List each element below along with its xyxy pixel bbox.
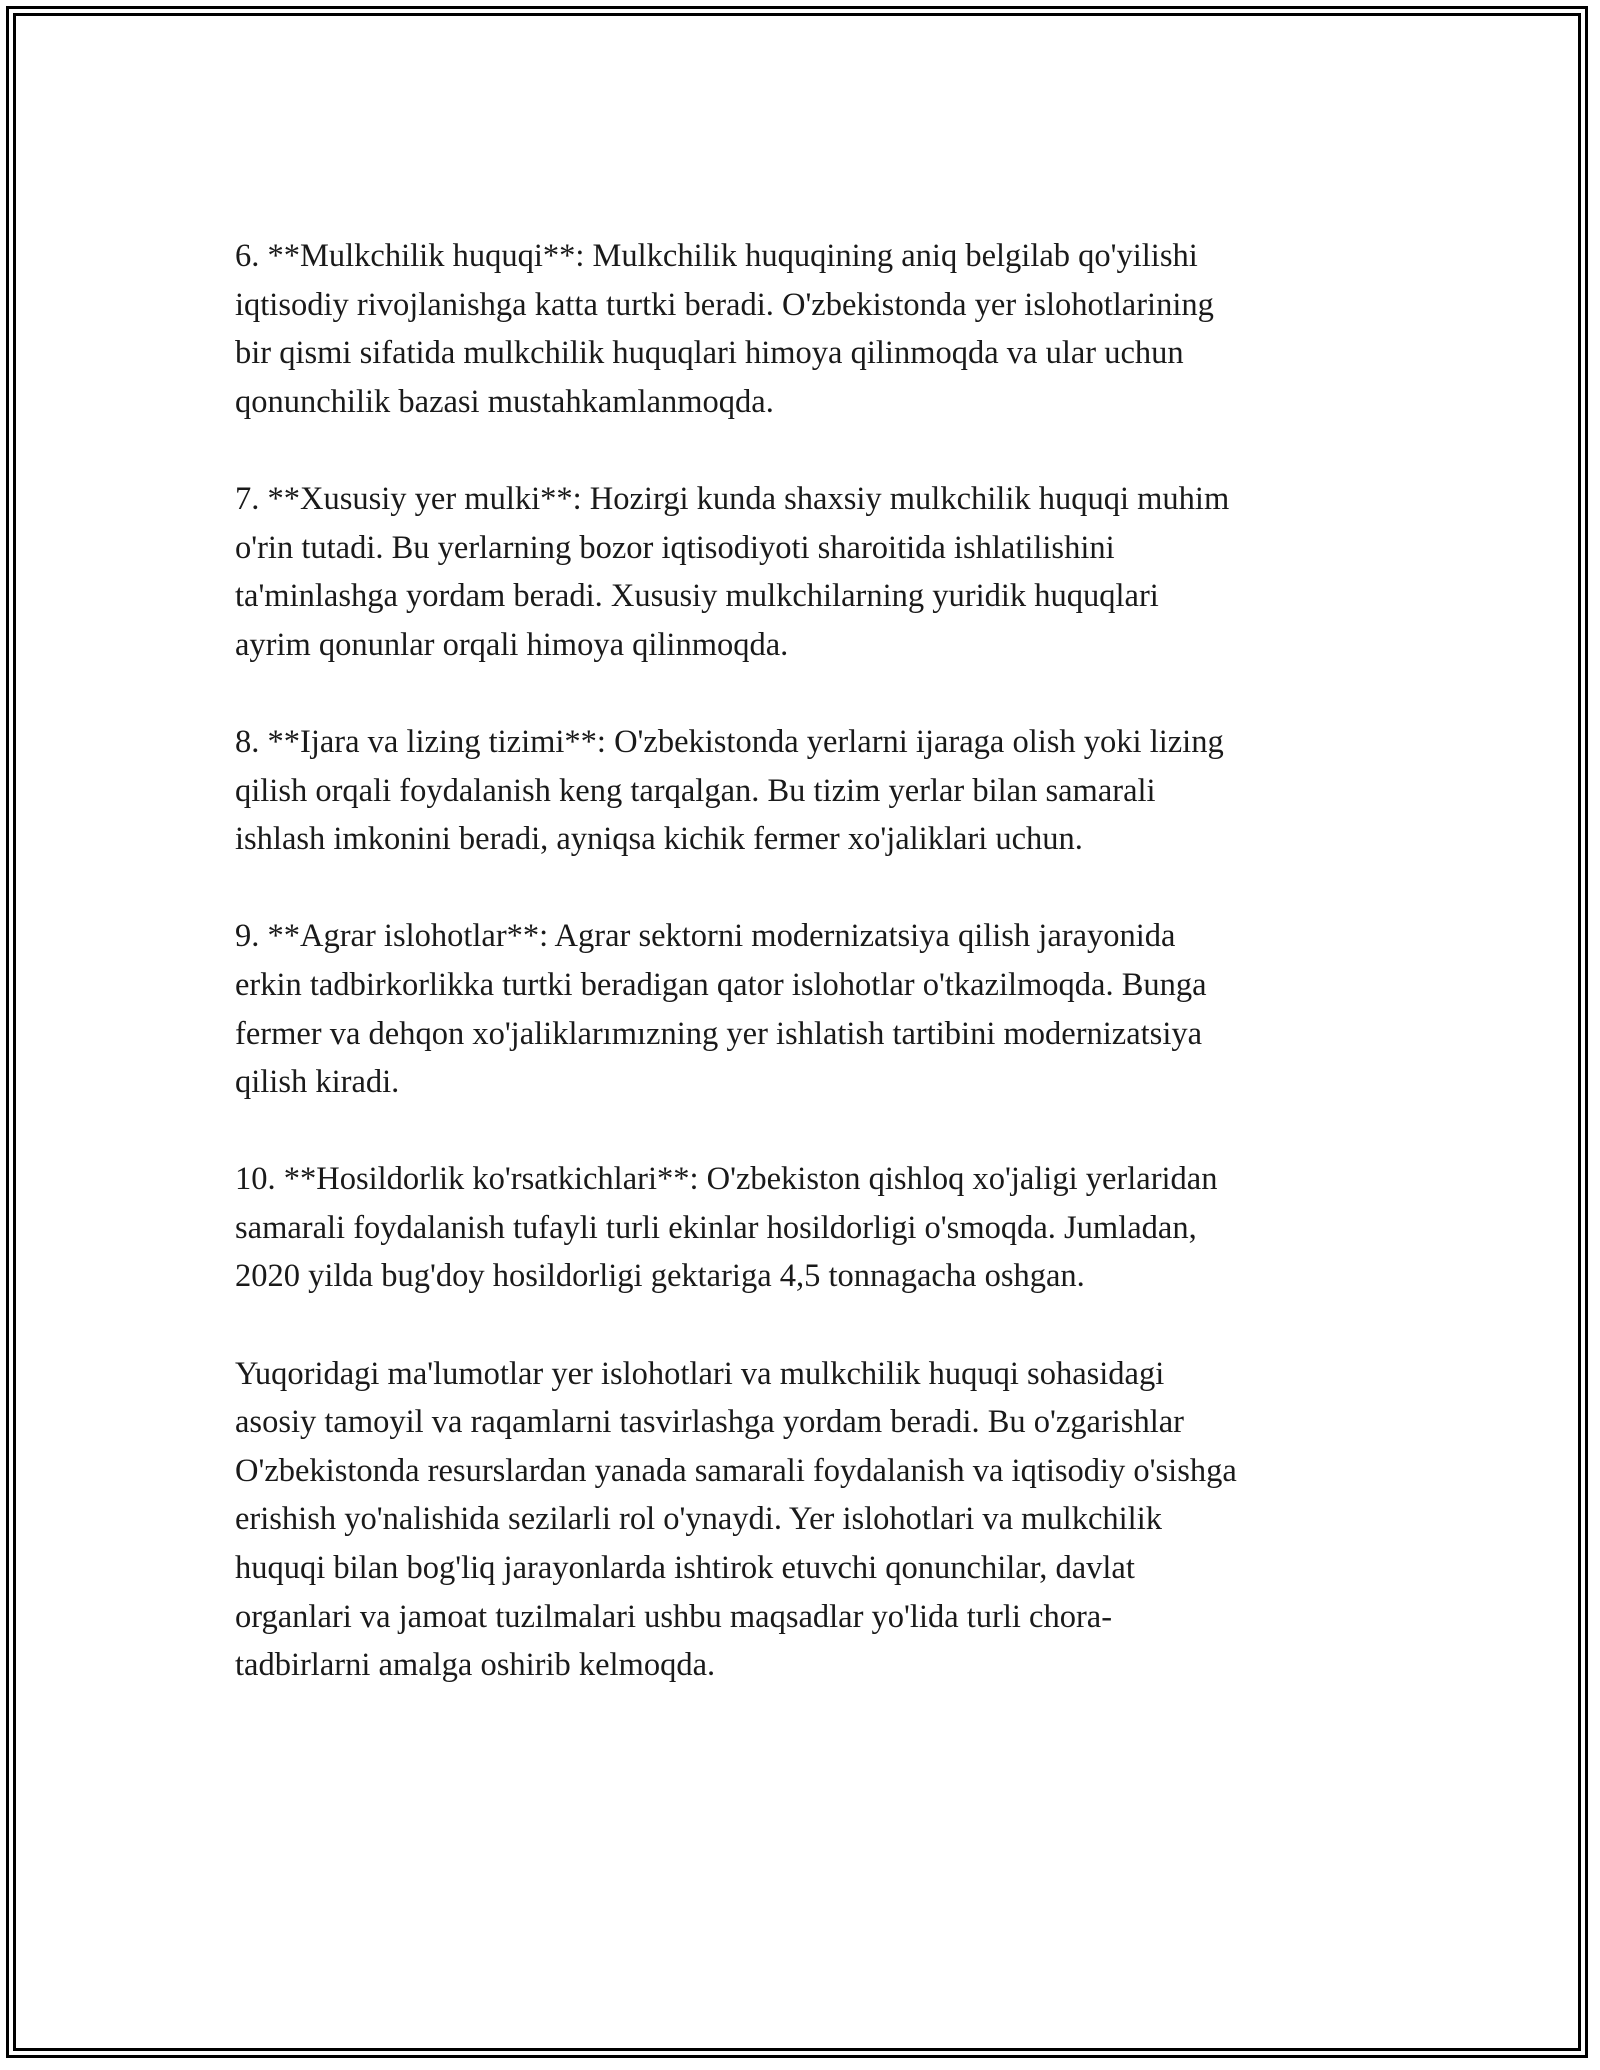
text-line: ta'minlashga yordam beradi. Xususiy mulkchilarning yuridik huquqlari: [235, 578, 1159, 615]
text-line: fermer va dehqon xo'jaliklarımızning yer ishlatish tartibini modernizatsiya: [235, 1015, 1203, 1052]
text-line: erishish yo'nalishida sezilarli rol o'ynaydi. Yer islohotlari va mulkchilik: [235, 1501, 1162, 1538]
document-body: [235, 232, 1375, 1738]
paragraph-item-8: [235, 718, 1375, 864]
text-line: qonunchilik bazasi mustahkamlanmoqda.: [235, 383, 774, 420]
text-line: asosiy tamoyil va raqamlarni tasvirlashga yordam beradi. Bu o'zgarishlar: [235, 1404, 1184, 1441]
paragraph-item-10: [235, 1155, 1375, 1301]
paragraph-item-6: [235, 232, 1375, 426]
text-line: organlari va jamoat tuzilmalari ushbu maqsadlar yo'lida turli chora-: [235, 1598, 1113, 1635]
text-line: bir qismi sifatida mulkchilik huquqlari himoya qilinmoqda va ular uchun: [235, 335, 1184, 372]
paragraph-item-7: [235, 475, 1375, 669]
text-line: 9. **Agrar islohotlar**: Agrar sektorni modernizatsiya qilish jarayonida: [235, 918, 1176, 955]
text-line: 8. **Ijara va lizing tizimi**: O'zbekistonda yerlarni ijaraga olish yoki lizing: [235, 723, 1224, 760]
text-line: huquqi bilan bog'liq jarayonlarda ishtirok etuvchi qonunchilar, davlat: [235, 1550, 1135, 1587]
text-line: tadbirlarni amalga oshirib kelmoqda.: [235, 1647, 716, 1684]
text-line: 7. **Xususiy yer mulki**: Hozirgi kunda shaxsiy mulkchilik huquqi muhim: [235, 480, 1230, 517]
text-line: qilish kiradi.: [235, 1064, 400, 1101]
text-line: Yuqoridagi ma'lumotlar yer islohotlari va mulkchilik huquqi sohasidagi: [235, 1355, 1165, 1392]
text-line: 10. **Hosildorlik ko'rsatkichlari**: O'zbekiston qishloq xo'jaligi yerlaridan: [235, 1161, 1218, 1198]
text-line: erkin tadbirkorlikka turtki beradigan qator islohotlar o'tkazilmoqda. Bunga: [235, 966, 1207, 1003]
text-line: samarali foydalanish tufayli turli ekinlar hosildorligi o'smoqda. Jumladan,: [235, 1209, 1197, 1246]
text-line: ayrim qonunlar orqali himoya qilinmoqda.: [235, 626, 789, 663]
text-line: ishlash imkonini beradi, ayniqsa kichik fermer xo'jaliklari uchun.: [235, 821, 1083, 858]
paragraph-item-9: [235, 912, 1375, 1106]
text-line: iqtisodiy rivojlanishga katta turtki beradi. O'zbekistonda yer islohotlarining: [235, 286, 1214, 323]
text-line: qilish orqali foydalanish keng tarqalgan. Bu tizim yerlar bilan samarali: [235, 772, 1156, 809]
text-line: 2020 yilda bug'doy hosildorligi gektariga 4,5 tonnagacha oshgan.: [235, 1258, 1085, 1295]
paragraph-conclusion: [235, 1350, 1375, 1690]
text-line: 6. **Mulkchilik huquqi**: Mulkchilik huquqining aniq belgilab qo'yilishi: [235, 238, 1198, 274]
text-line: o'rin tutadi. Bu yerlarning bozor iqtisodiyoti sharoitida ishlatilishini: [235, 529, 1115, 566]
text-line: O'zbekistonda resurslardan yanada samarali foydalanish va iqtisodiy o'sishga: [235, 1452, 1237, 1489]
